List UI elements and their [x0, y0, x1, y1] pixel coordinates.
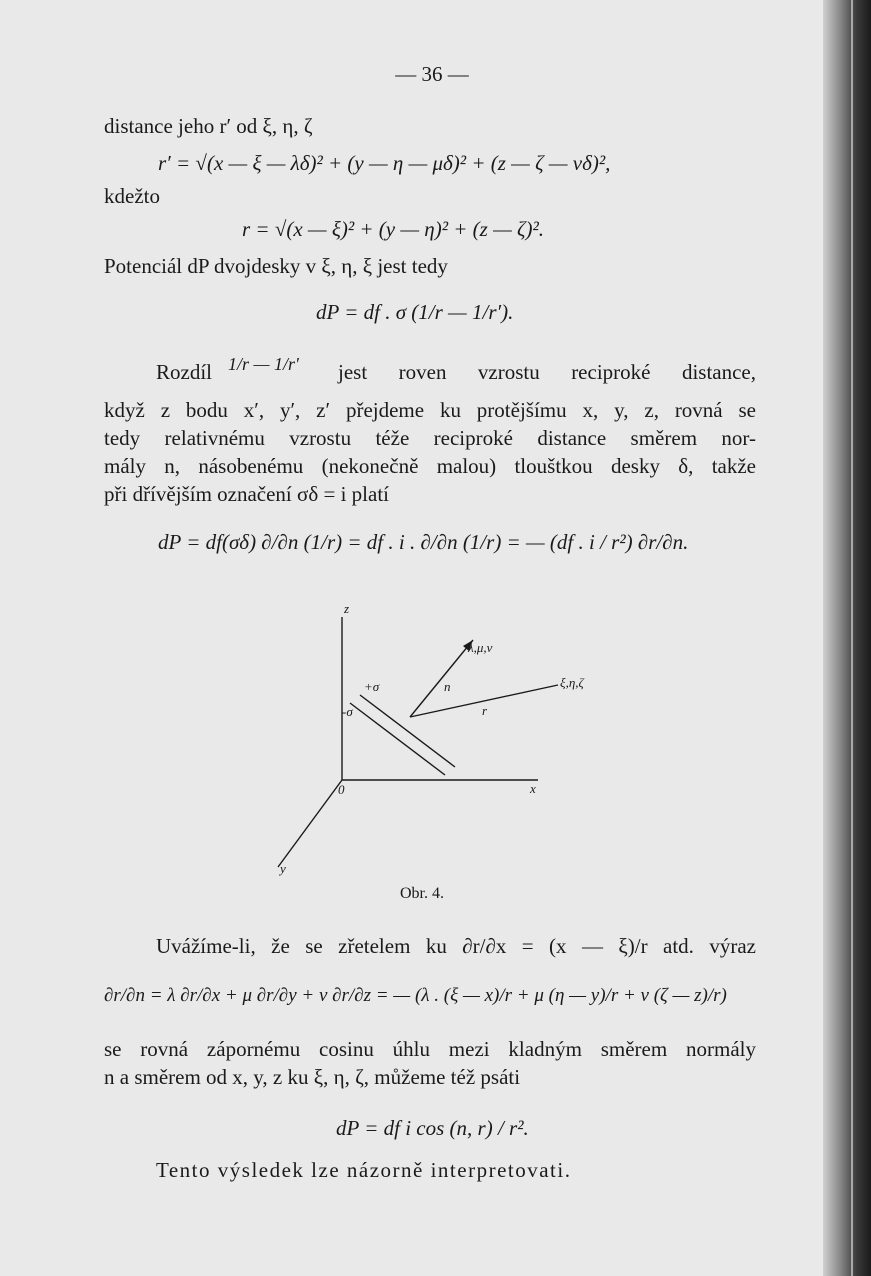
page-number: — 36 —: [395, 62, 469, 86]
label-lmn: λ,μ,ν: [468, 640, 493, 655]
text-line-psati: n a směrem od x, y, z ku ξ, η, ζ, můžeme též psáti: [104, 1065, 521, 1089]
label-minus-sigma: -σ: [342, 704, 353, 719]
text-line-3: tedy relativnému vzrostu téže reciproké distance směrem nor-: [104, 426, 756, 450]
text-line-5: při dřívějším označení σδ = i platí: [104, 482, 389, 506]
label-y: y: [280, 861, 286, 876]
equation-dP-2: dP = df(σδ) ∂/∂n (1/r) = df . i . ∂/∂n (1/r) = — (df . i / r²) ∂r/∂n.: [158, 530, 689, 554]
equation-dr-dn: ∂r/∂n = λ ∂r/∂x + μ ∂r/∂y + ν ∂r/∂z = — (λ . (ξ — x)/r + μ (η — y)/r + ν (ζ — z)/r): [104, 985, 727, 1006]
text-kdezto: kdežto: [104, 184, 160, 208]
axis-y: [278, 780, 342, 867]
equation-dP-3: dP = df i cos (n, r) / r².: [336, 1116, 529, 1140]
label-xi: ξ,η,ζ: [560, 675, 584, 690]
text-line-potencial: Potenciál dP dvojdesky v ξ, η, ξ jest tedy: [104, 254, 448, 278]
figure-obr-4: [260, 595, 600, 880]
book-binding: [823, 0, 871, 1276]
text-line-4: mály n, násobenému (nekonečně malou) tlouštkou desky δ, takže: [104, 454, 756, 478]
text-rozdil-rest: jest roven vzrostu reciproké distance,: [338, 360, 756, 384]
label-x: x: [530, 781, 536, 796]
text-closing: Tento výsledek lze názorně interpretovati.: [156, 1158, 572, 1182]
text-line-distance: distance jeho r′ od ξ, η, ζ: [104, 114, 313, 138]
fraction-rozdil: 1/r — 1/r′: [228, 354, 299, 374]
label-o: 0: [338, 782, 345, 797]
binding-edge: [851, 0, 853, 1276]
label-z: z: [344, 601, 350, 616]
label-plus-sigma: +σ: [364, 679, 380, 694]
text-line-cosinu: se rovná zápornému cosinu úhlu mezi kladným směrem normály: [104, 1037, 756, 1061]
equation-r-prime: r′ = √(x — ξ — λδ)² + (y — η — μδ)² + (z — ζ — νδ)²,: [158, 151, 611, 175]
equation-dP-1: dP = df . σ (1/r — 1/r′).: [316, 300, 514, 324]
text-line-2: když z bodu x′, y′, z′ přejdeme ku protějšímu x, y, z, rovná se: [104, 398, 756, 422]
text-rozdil: Rozdíl: [156, 360, 212, 384]
label-r: r: [482, 703, 488, 718]
text-uvazime: Uvážíme-li, že se zřetelem ku ∂r/∂x = (x — ξ)/r atd. výraz: [156, 934, 756, 958]
plate-plus: [360, 695, 455, 767]
figure-caption: Obr. 4.: [400, 885, 444, 902]
plate-minus: [350, 703, 445, 775]
label-n: n: [444, 679, 451, 694]
equation-r: r = √(x — ξ)² + (y — η)² + (z — ζ)².: [242, 217, 545, 241]
